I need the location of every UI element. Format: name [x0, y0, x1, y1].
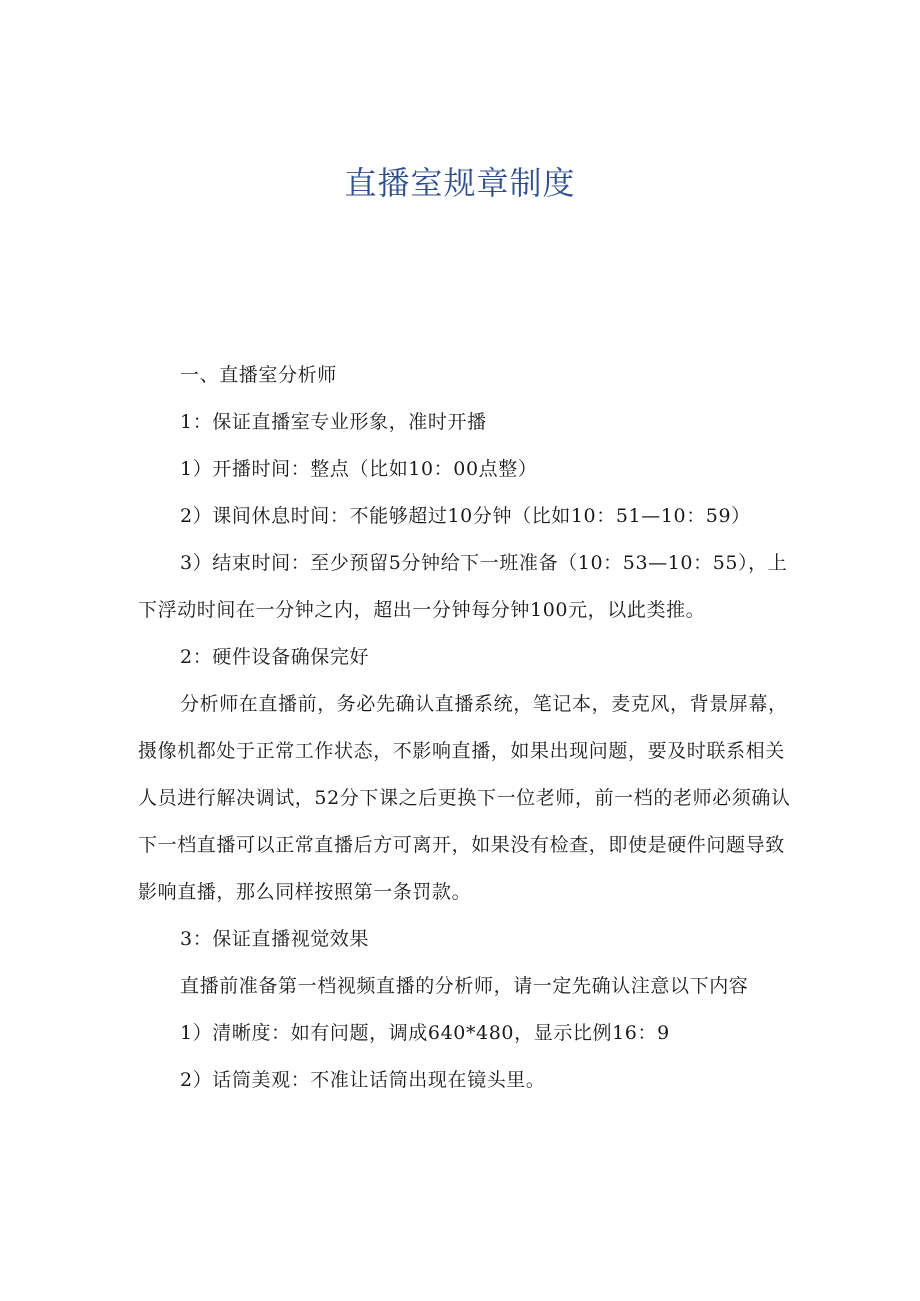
rule-1-item-2: 2）课间休息时间：不能够超过10分钟（比如10：51—10：59） [180, 505, 751, 527]
rule-3-intro: 直播前准备第一档视频直播的分析师，请一定先确认注意以下内容 [180, 975, 749, 997]
rule-3-item-2: 2）话筒美观：不准让话筒出现在镜头里。 [180, 1069, 546, 1091]
rule-3-heading: 3：保证直播视觉效果 [180, 928, 370, 950]
document-body [138, 352, 798, 1104]
rule-3-item-1: 1）清晰度：如有问题，调成640*480，显示比例16：9 [180, 1022, 670, 1044]
rule-2-paragraph: 分析师在直播前，务必先确认直播系统，笔记本，麦克风，背景屏幕，摄像机都处于正常工作状态，不影响直播，如果出现问题，要及时联系相关人员进行解决调试，52分下课之后更换下一位老师，前一档的老师必须确认下一档直播可以正常直播后方可离开，如果没有检查，即使是硬件问题导致影响直播，那么同样按照第一条罚款。 [138, 693, 791, 903]
rule-1-item-1: 1）开播时间：整点（比如10：00点整） [180, 458, 538, 480]
document-title: 直播室规章制度 [344, 164, 576, 202]
rule-1-item-3: 3）结束时间：至少预留5分钟给下一班准备（10：53—10：55），上下浮动时间在一分钟之内，超出一分钟每分钟100元，以此类推。 [138, 552, 788, 621]
rule-1-heading: 1：保证直播室专业形象，准时开播 [180, 411, 487, 433]
rule-2-heading: 2：硬件设备确保完好 [180, 646, 370, 668]
section-heading-analyst: 一、直播室分析师 [180, 364, 337, 386]
